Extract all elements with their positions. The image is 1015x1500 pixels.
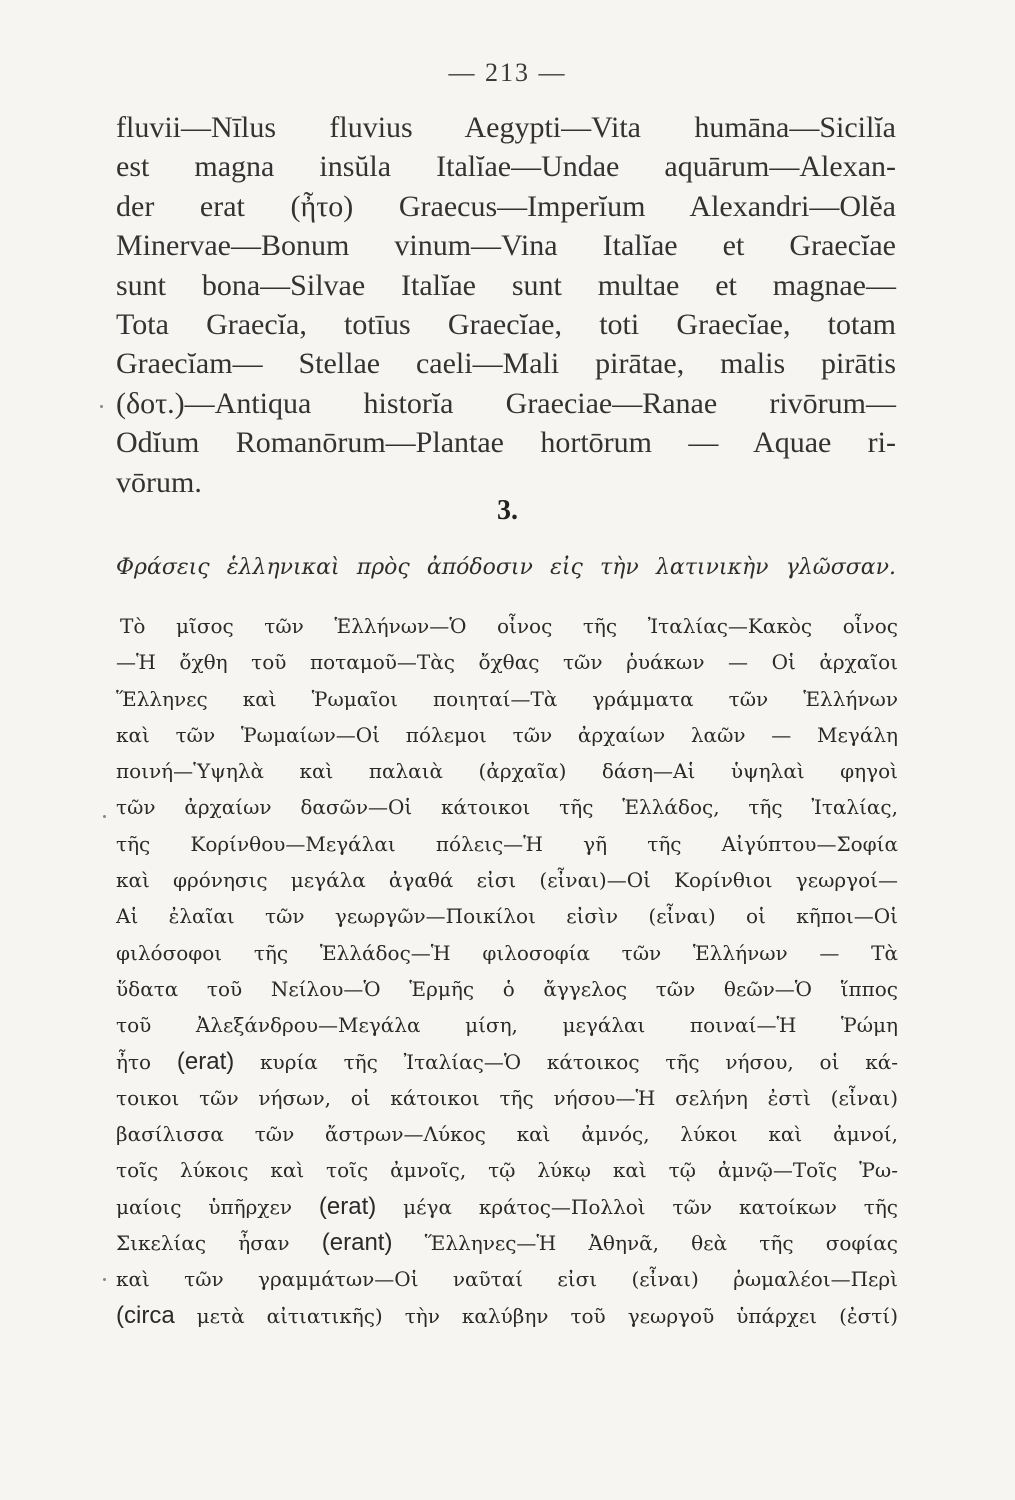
greek-line: —Ἡ ὄχθη τοῦ ποταμοῦ—Τὰς ὄχθας τῶν ῥυάκων — Οἱ ἀρχαῖοι — [116, 650, 898, 675]
greek-text: Ἕλληνες—Ἡ Ἀθηνᾶ, θεὰ τῆς σοφίας — [392, 1231, 898, 1256]
margin-speck — [103, 815, 106, 818]
latin-line: sunt bona—Silvae Italĭae sunt multae et magnae— — [116, 268, 896, 302]
section-number: 3. — [497, 495, 518, 526]
greek-text: μαίοις ὑπῆρχεν — [116, 1194, 319, 1219]
greek-line-with-latin — [116, 1044, 898, 1080]
greek-line-with-latin — [116, 1298, 898, 1334]
latin-line: (δοτ.)—Antiqua historĭa Graeciae—Ranae rivōrum— — [116, 386, 896, 420]
greek-line: καὶ φρόνησις μεγάλα ἀγαθά εἰσι (εἶναι)—Οἱ Κορίνθιοι γεωργοί— — [116, 868, 898, 893]
latin-exercise-paragraph — [116, 108, 896, 502]
greek-line: Αἱ ἐλαῖαι τῶν γεωργῶν—Ποικίλοι εἰσὶν (εἶναι) οἱ κῆποι—Οἱ — [116, 904, 898, 929]
greek-line: τοῦ Ἀλεξάνδρου—Μεγάλα μίση, μεγάλαι ποιναί—Ἡ Ῥώμη — [116, 1013, 898, 1038]
greek-line: ποινή—Ὑψηλὰ καὶ παλαιὰ (ἀρχαῖα) δάση—Αἱ ὑψηλαὶ φηγοὶ — [116, 759, 898, 784]
greek-line: τῆς Κορίνθου—Μεγάλαι πόλεις—Ἡ γῆ τῆς Αἰγύπτου—Σοφία — [116, 831, 898, 856]
section-title: Φράσεις ἑλληνικαὶ πρὸς ἀπόδοσιν εἰς τὴν λατινικὴν γλῶσσαν. — [116, 555, 896, 580]
latin-line: vōrum. — [116, 465, 202, 499]
greek-line: βασίλισσα τῶν ἄστρων—Λύκος καὶ ἀμνός, λύκοι καὶ ἀμνοί, — [116, 1122, 898, 1147]
greek-exercise-paragraph — [116, 608, 898, 1334]
greek-line: καὶ τῶν γραμμάτων—Οἱ ναῦταί εἰσι (εἶναι) ῥωμαλέοι—Περὶ — [116, 1267, 898, 1292]
latin-line: der erat (ἦτο) Graecus—Imperĭum Alexandri—Olĕa — [116, 189, 896, 223]
greek-line: φιλόσοφοι τῆς Ἑλλάδος—Ἡ φιλοσοφία τῶν Ἑλλήνων — Τὰ — [116, 940, 898, 965]
latin-line: Odĭum Romanōrum—Plantae hortōrum — Aquae ri- — [116, 426, 896, 460]
latin-line: Graecĭam— Stellae caeli—Mali pirātae, malis pirātis — [116, 347, 896, 381]
greek-line-with-latin — [116, 1189, 898, 1225]
greek-line: ὕδατα τοῦ Νείλου—Ὁ Ἑρμῆς ὁ ἄγγελος τῶν θεῶν—Ὁ ἵππος — [116, 976, 898, 1001]
greek-line: τοικοι τῶν νήσων, οἱ κάτοικοι τῆς νήσου—Ἡ σελήνη ἐστὶ (εἶναι) — [116, 1085, 898, 1110]
greek-line-with-latin — [116, 1225, 898, 1261]
latin-line: Minervae—Bonum vinum—Vina Italĭae et Graecĭae — [116, 229, 896, 263]
greek-line: Τὸ μῖσος τῶν Ἑλλήνων—Ὁ οἶνος τῆς Ἰταλίας—Κακὸς οἶνος — [120, 614, 898, 638]
margin-speck — [100, 405, 103, 408]
greek-text: μετὰ αἰτιατικῆς) τὴν καλύβην τοῦ γεωργοῦ ὑπάρχει (ἐστί) — [174, 1303, 898, 1328]
latin-gloss: (erat) — [176, 1047, 235, 1075]
greek-line: καὶ τῶν Ῥωμαίων—Οἱ πόλεμοι τῶν ἀρχαίων λαῶν — Μεγάλη — [116, 722, 898, 747]
greek-line: Ἕλληνες καὶ Ῥωμαῖοι ποιηταί—Τὰ γράμματα τῶν Ἑλλήνων — [116, 686, 898, 711]
margin-speck — [103, 1278, 106, 1281]
latin-line: fluvii—Nīlus fluvius Aegypti—Vita humāna—Sicilĭa — [116, 111, 896, 144]
greek-text: κυρία τῆς Ἰταλίας—Ὁ κάτοικος τῆς νήσου, οἱ κά- — [234, 1049, 898, 1074]
latin-gloss: (circa — [116, 1301, 175, 1329]
latin-line: est magna insŭla Italĭae—Undae aquārum—Alexan- — [116, 150, 896, 184]
greek-text: μέγα κράτος—Πολλοὶ τῶν κατοίκων τῆς — [376, 1194, 899, 1219]
latin-gloss: (erant) — [321, 1229, 393, 1257]
greek-text: ἦτο — [116, 1049, 177, 1074]
greek-line: τῶν ἀρχαίων δασῶν—Οἱ κάτοικοι τῆς Ἑλλάδος, τῆς Ἰταλίας, — [116, 795, 898, 820]
greek-line: τοῖς λύκοις καὶ τοῖς ἀμνοῖς, τῷ λύκῳ καὶ τῷ ἀμνῷ—Τοῖς Ῥω- — [116, 1158, 898, 1183]
greek-text: Σικελίας ἦσαν — [116, 1231, 322, 1256]
latin-line: Tota Graecĭa, totīus Graecĭae, toti Graecĭae, totam — [116, 308, 896, 342]
page-number: — 213 — — [448, 58, 567, 87]
latin-gloss: (erat) — [318, 1192, 377, 1220]
